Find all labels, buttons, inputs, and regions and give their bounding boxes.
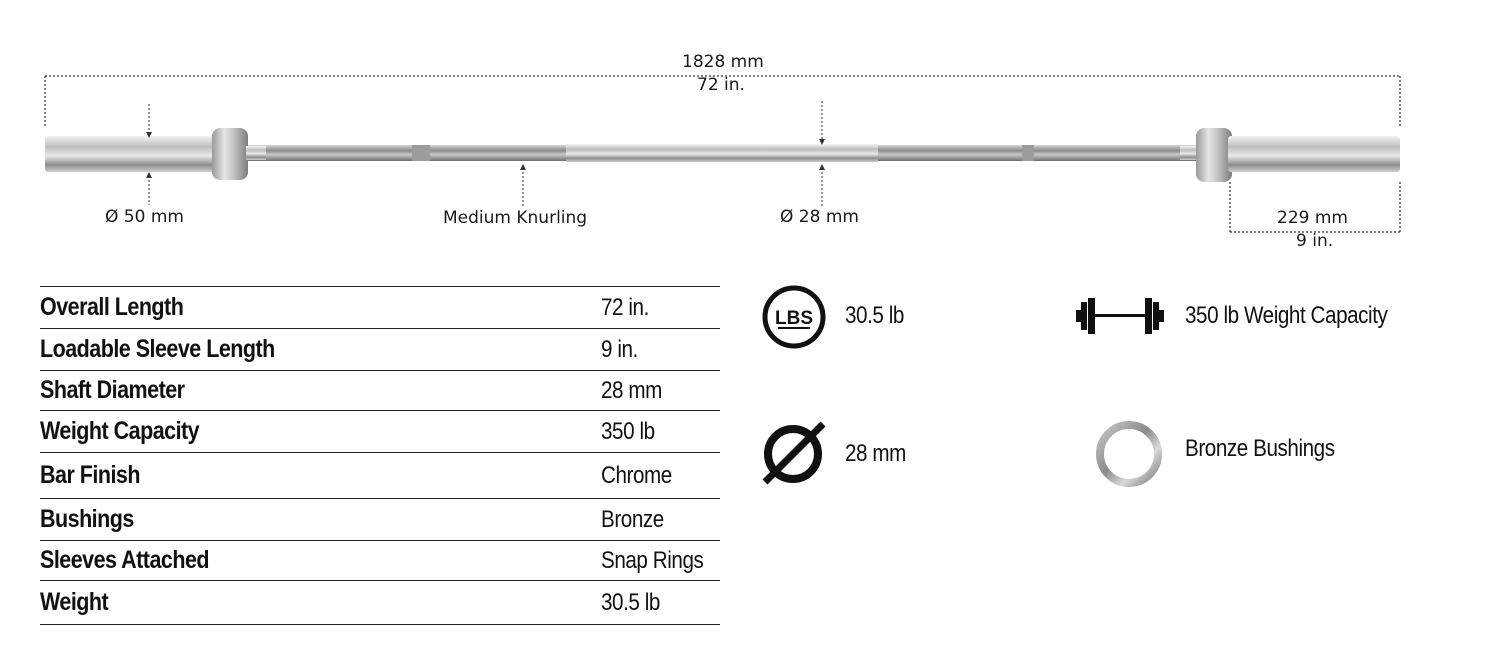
spec-value: 72 in. xyxy=(600,293,649,321)
right-collar xyxy=(1196,128,1232,182)
spec-label: Bar Finish xyxy=(40,461,140,489)
barbell-diagram xyxy=(0,0,1502,270)
barbell-icon xyxy=(1076,296,1164,336)
arrow-up-icon xyxy=(819,164,825,170)
table-row xyxy=(40,581,720,625)
table-row xyxy=(40,287,720,329)
spec-label: Weight xyxy=(40,588,109,616)
lbs-icon xyxy=(761,284,827,350)
knurl-mark-left xyxy=(412,145,430,161)
spec-label: Bushings xyxy=(40,505,134,533)
table-row xyxy=(40,411,720,453)
spec-value: 30.5 lb xyxy=(600,588,660,616)
left-inner-collar xyxy=(246,146,266,160)
sleeve-length-mm-label: 229 mm xyxy=(1277,208,1348,228)
capacity-feature-text: 350 lb Weight Capacity xyxy=(1185,302,1388,329)
bushing-ring-icon xyxy=(1093,418,1165,490)
spec-label: Shaft Diameter xyxy=(40,376,185,404)
spec-label: Loadable Sleeve Length xyxy=(40,335,275,363)
left-sleeve xyxy=(45,136,217,172)
bushings-feature-text: Bronze Bushings xyxy=(1185,435,1335,462)
overall-length-in-label: 72 in. xyxy=(697,75,745,95)
sleeve-diameter-label: Ø 50 mm xyxy=(105,207,184,227)
center-knurl-section xyxy=(566,144,878,162)
spec-value: Bronze xyxy=(600,505,664,533)
table-row xyxy=(40,371,720,411)
spec-value: 350 lb xyxy=(600,417,655,445)
spec-value: Snap Rings xyxy=(600,546,704,574)
table-row xyxy=(40,329,720,371)
spec-value: 9 in. xyxy=(600,335,638,363)
table-row xyxy=(40,541,720,581)
arrow-up-icon xyxy=(520,164,526,170)
diameter-icon xyxy=(757,418,831,488)
left-collar xyxy=(212,128,248,180)
spec-label: Sleeves Attached xyxy=(40,546,210,574)
spec-value: 28 mm xyxy=(600,376,662,404)
spec-table xyxy=(40,286,720,625)
knurling-label: Medium Knurling xyxy=(443,208,588,228)
arrow-up-icon xyxy=(146,172,152,178)
shaft-diameter-label: Ø 28 mm xyxy=(780,207,859,227)
spec-value: Chrome xyxy=(600,461,672,489)
right-sleeve xyxy=(1228,136,1400,172)
table-row xyxy=(40,453,720,499)
diameter-feature-text: 28 mm xyxy=(845,440,906,467)
table-row xyxy=(40,499,720,541)
spec-label: Overall Length xyxy=(40,293,184,321)
weight-feature-text: 30.5 lb xyxy=(845,302,904,329)
overall-length-mm-label: 1828 mm xyxy=(682,52,764,72)
knurl-mark-right xyxy=(1022,145,1034,161)
lbs-badge-text: LBS xyxy=(775,308,813,329)
spec-label: Weight Capacity xyxy=(40,417,200,445)
sleeve-length-in-label: 9 in. xyxy=(1296,231,1334,251)
